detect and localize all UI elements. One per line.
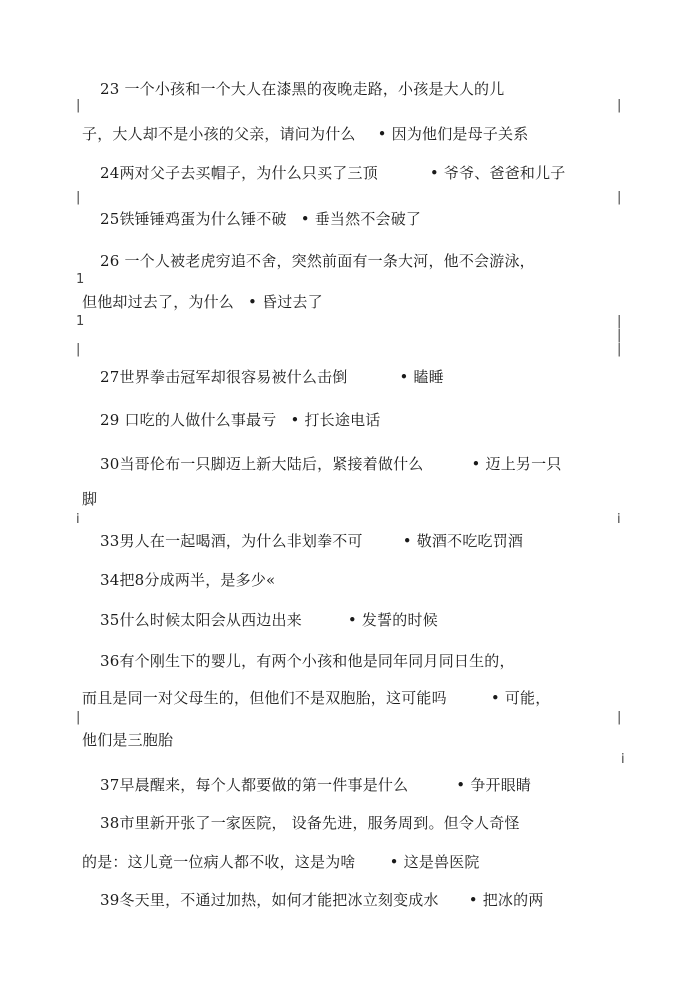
text-line: 但他却过去了，为什么 • 昏过去了 xyxy=(82,293,323,311)
text-line: 30当哥伦布一只脚迈上新大陆后，紧接着做什么 • 迈上另一只 xyxy=(100,455,562,473)
text-line: 37早晨醒来，每个人都要做的第一件事是什么 • 争开眼睛 xyxy=(100,776,532,794)
text-line: 脚 xyxy=(82,490,98,508)
text-line: 子，大人却不是小孩的父亲，请问为什么 • 因为他们是母子关系 xyxy=(82,125,529,143)
margin-mark: | xyxy=(617,342,622,357)
text-line: 38市里新开张了一家医院， 设备先进，服务周到。但令人奇怪 xyxy=(100,814,520,832)
margin-mark: | xyxy=(617,710,622,725)
margin-mark: 1 xyxy=(76,314,85,329)
text-line: 33男人在一起喝酒，为什么非划拳不可 • 敬酒不吃吃罚酒 xyxy=(100,532,524,550)
margin-mark: | xyxy=(617,328,622,343)
margin-mark: | xyxy=(76,710,81,725)
text-line: 26 一个人被老虎穷追不舍，突然前面有一条大河，他不会游泳， xyxy=(100,252,535,270)
margin-mark: i xyxy=(621,752,625,767)
text-line: 他们是三胞胎 xyxy=(82,731,174,749)
text-line: 25铁锤锤鸡蛋为什么锤不破 • 垂当然不会破了 xyxy=(100,210,422,228)
text-line: 23 一个小孩和一个大人在漆黑的夜晚走路，小孩是大人的儿 xyxy=(100,80,505,98)
text-line: 24两对父子去买帽子，为什么只买了三顶 • 爷爷、爸爸和儿子 xyxy=(100,164,566,182)
margin-mark: i xyxy=(76,512,80,527)
text-line: 而且是同一对父母生的，但他们不是双胞胎，这可能吗 • 可能， xyxy=(82,689,551,707)
text-line: 35什么时候太阳会从西边出来 • 发誓的时候 xyxy=(100,611,438,629)
margin-mark: i xyxy=(617,512,621,527)
margin-mark: | xyxy=(76,98,81,113)
text-line: 29 口吃的人做什么事最亏 • 打长途电话 xyxy=(100,411,381,429)
text-line: 27世界拳击冠军却很容易被什么击倒 • 瞌睡 xyxy=(100,368,444,386)
margin-mark: | xyxy=(76,342,81,357)
margin-mark: | xyxy=(617,314,622,329)
margin-mark: 1 xyxy=(76,272,85,287)
text-line: 36有个刚生下的婴儿，有两个小孩和他是同年同月同日生的， xyxy=(100,652,515,670)
text-line: 34把8分成两半，是多少« xyxy=(100,571,276,589)
text-line: 39冬天里，不通过加热，如何才能把冰立刻变成水 • 把冰的两 xyxy=(100,891,544,909)
text-line: 的是：这儿竟一位病人都不收，这是为啥 • 这是兽医院 xyxy=(82,853,480,871)
margin-mark: | xyxy=(76,190,81,205)
margin-mark: | xyxy=(617,190,622,205)
margin-mark: | xyxy=(617,98,622,113)
